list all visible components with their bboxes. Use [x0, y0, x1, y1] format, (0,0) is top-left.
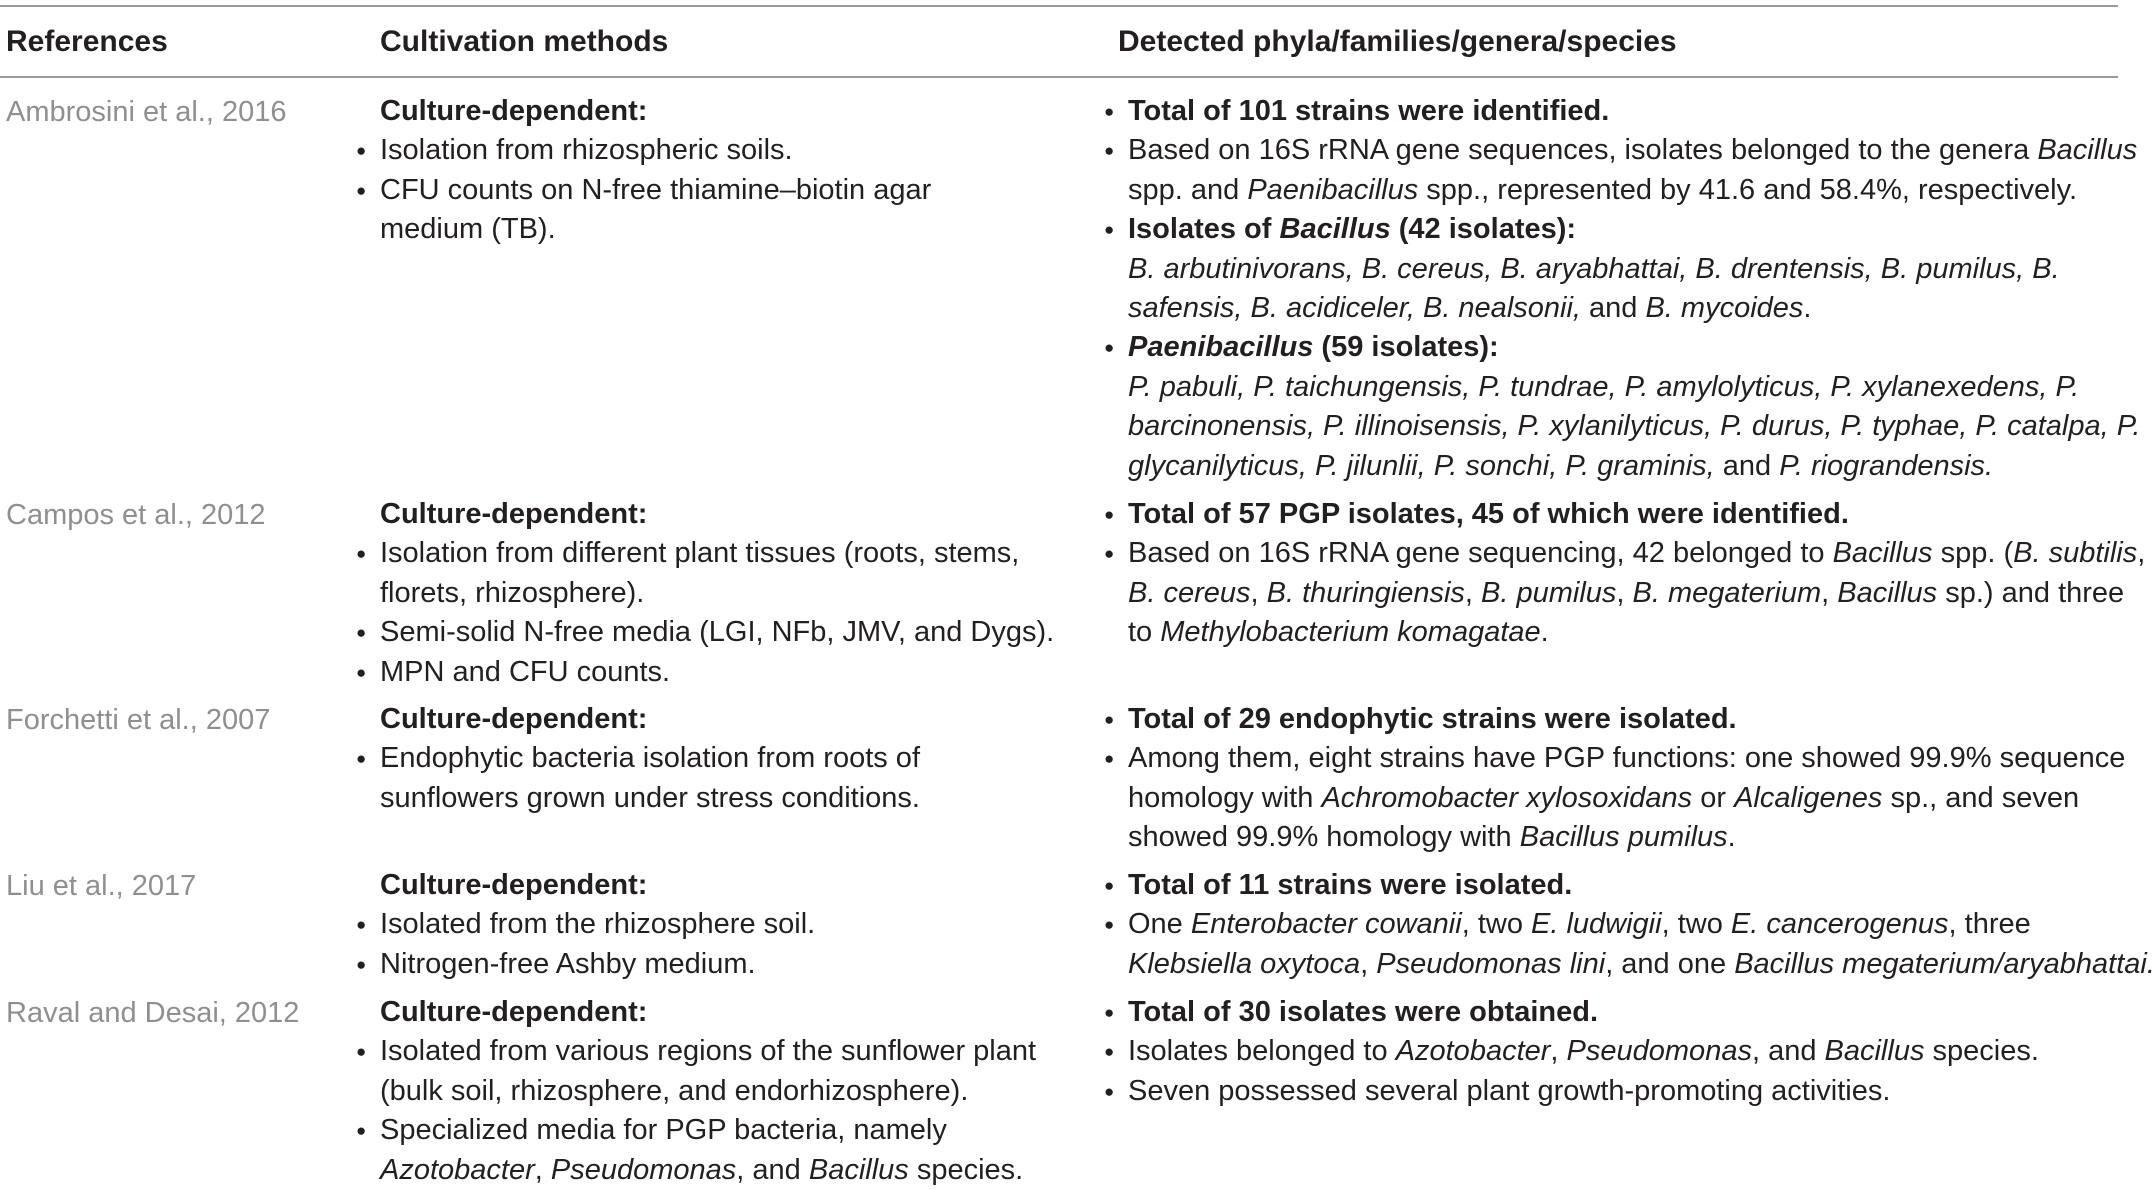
- finding-item: ● Isolates belonged to Azotobacter, Pseudomonas, and Bacillus species.: [1104, 1032, 2116, 1071]
- table-header-rule: [0, 76, 2118, 78]
- method-item: ● Isolated from various regions of the sunflower plant: [356, 1032, 1056, 1071]
- findings-total: ● Total of 11 strains were isolated.: [1104, 866, 2116, 905]
- method-item-continued: (bulk soil, rhizosphere, and endorhizosphere).: [380, 1074, 969, 1107]
- method-item-continued: sunflowers grown under stress conditions.: [380, 781, 920, 814]
- finding-item-continued: B. cereus, B. thuringiensis, B. pumilus, B. megaterium, Bacillus sp.) and three: [1128, 576, 2125, 609]
- finding-item-continued: showed 99.9% homology with Bacillus pumilus.: [1128, 821, 1736, 854]
- methods-cell: [356, 866, 1056, 984]
- method-item: ● Semi-solid N-free media (LGI, NFb, JMV, and Dygs).: [356, 613, 1056, 652]
- method-title: Culture-dependent:: [380, 95, 648, 127]
- finding-item: ● Based on 16S rRNA gene sequences, isolates belonged to the genera Bacillus: [1104, 131, 2116, 170]
- reference-cell: Campos et al., 2012: [6, 499, 266, 531]
- reference-cell: Raval and Desai, 2012: [6, 997, 300, 1029]
- findings-total: ● Total of 101 strains were identified.: [1104, 92, 2116, 131]
- finding-item: ● One Enterobacter cowanii, two E. ludwigii, two E. cancerogenus, three: [1104, 905, 2116, 944]
- header-cultivation-methods: Cultivation methods: [380, 25, 669, 58]
- method-item: ● Endophytic bacteria isolation from roots of: [356, 739, 1056, 778]
- method-item: ● Nitrogen-free Ashby medium.: [356, 945, 1056, 984]
- method-item-continued: florets, rhizosphere).: [380, 576, 645, 609]
- method-item: ● Isolated from the rhizosphere soil.: [356, 905, 1056, 944]
- method-item: ● Isolation from different plant tissues (roots, stems,: [356, 534, 1056, 573]
- findings-total: ● Total of 29 endophytic strains were isolated.: [1104, 700, 2116, 739]
- method-item-continued: medium (TB).: [380, 213, 556, 246]
- method-item: ● MPN and CFU counts.: [356, 653, 1056, 692]
- finding-item-continued: spp. and Paenibacillus spp., represented by 41.6 and 58.4%, respectively.: [1128, 173, 2078, 206]
- species-list: safensis, B. acidiceler, B. nealsonii, and B. mycoides.: [1128, 292, 1812, 325]
- findings-cell: [1104, 993, 2116, 1111]
- species-list: barcinonensis, P. illinoisensis, P. xylanilyticus, P. durus, P. typhae, P. catalpa, P.: [1128, 410, 2141, 443]
- species-list: P. pabuli, P. taichungensis, P. tundrae, P. amylolyticus, P. xylanexedens, P.: [1128, 370, 2080, 403]
- method-item: ● CFU counts on N-free thiamine–biotin agar: [356, 171, 1056, 210]
- method-item-continued: Azotobacter, Pseudomonas, and Bacillus species.: [380, 1153, 1024, 1186]
- method-title: Culture-dependent:: [380, 869, 648, 901]
- findings-total: ● Total of 30 isolates were obtained.: [1104, 993, 2116, 1032]
- finding-item-continued: to Methylobacterium komagatae.: [1128, 616, 1549, 649]
- reference-cell: Ambrosini et al., 2016: [6, 96, 287, 128]
- reference-cell: Forchetti et al., 2007: [6, 704, 271, 736]
- finding-item-continued: Klebsiella oxytoca, Pseudomonas lini, and one Bacillus megaterium/aryabhattai.: [1128, 947, 2155, 980]
- findings-cell: [1104, 495, 2146, 653]
- finding-subhead-bacillus: ● Isolates of Bacillus (42 isolates):: [1104, 210, 2116, 249]
- finding-item: ● Based on 16S rRNA gene sequencing, 42 belonged to Bacillus spp. (B. subtilis,: [1104, 534, 2116, 573]
- method-title: Culture-dependent:: [380, 703, 648, 735]
- finding-subhead-paenibacillus: ● Paenibacillus (59 isolates):: [1104, 328, 2116, 367]
- methods-cell: [356, 700, 1056, 818]
- table-top-rule: [0, 5, 2118, 7]
- method-item: ● Isolation from rhizospheric soils.: [356, 131, 1056, 170]
- species-list: glycanilyticus, P. jilunlii, P. sonchi, P. graminis, and P. riograndensis.: [1128, 449, 1994, 482]
- method-item: ● Specialized media for PGP bacteria, namely: [356, 1111, 1056, 1150]
- finding-item: ● Seven possessed several plant growth-promoting activities.: [1104, 1072, 2116, 1111]
- methods-cell: [356, 495, 1056, 692]
- header-references: References: [6, 25, 168, 58]
- findings-cell: [1104, 92, 2141, 486]
- finding-item: ● Among them, eight strains have PGP functions: one showed 99.9% sequence: [1104, 739, 2116, 778]
- methods-cell: [356, 92, 1056, 250]
- methods-cell: [356, 993, 1056, 1190]
- findings-cell: [1104, 866, 2155, 984]
- method-title: Culture-dependent:: [380, 996, 648, 1028]
- header-detected: Detected phyla/families/genera/species: [1118, 25, 1677, 58]
- method-title: Culture-dependent:: [380, 498, 648, 530]
- finding-item-continued: homology with Achromobacter xylosoxidans or Alcaligenes sp., and seven: [1128, 781, 2080, 814]
- findings-total: ● Total of 57 PGP isolates, 45 of which were identified.: [1104, 495, 2116, 534]
- reference-cell: Liu et al., 2017: [6, 870, 197, 902]
- species-list: B. arbutinivorans, B. cereus, B. aryabhattai, B. drentensis, B. pumilus, B.: [1128, 252, 2060, 285]
- findings-cell: [1104, 700, 2126, 858]
